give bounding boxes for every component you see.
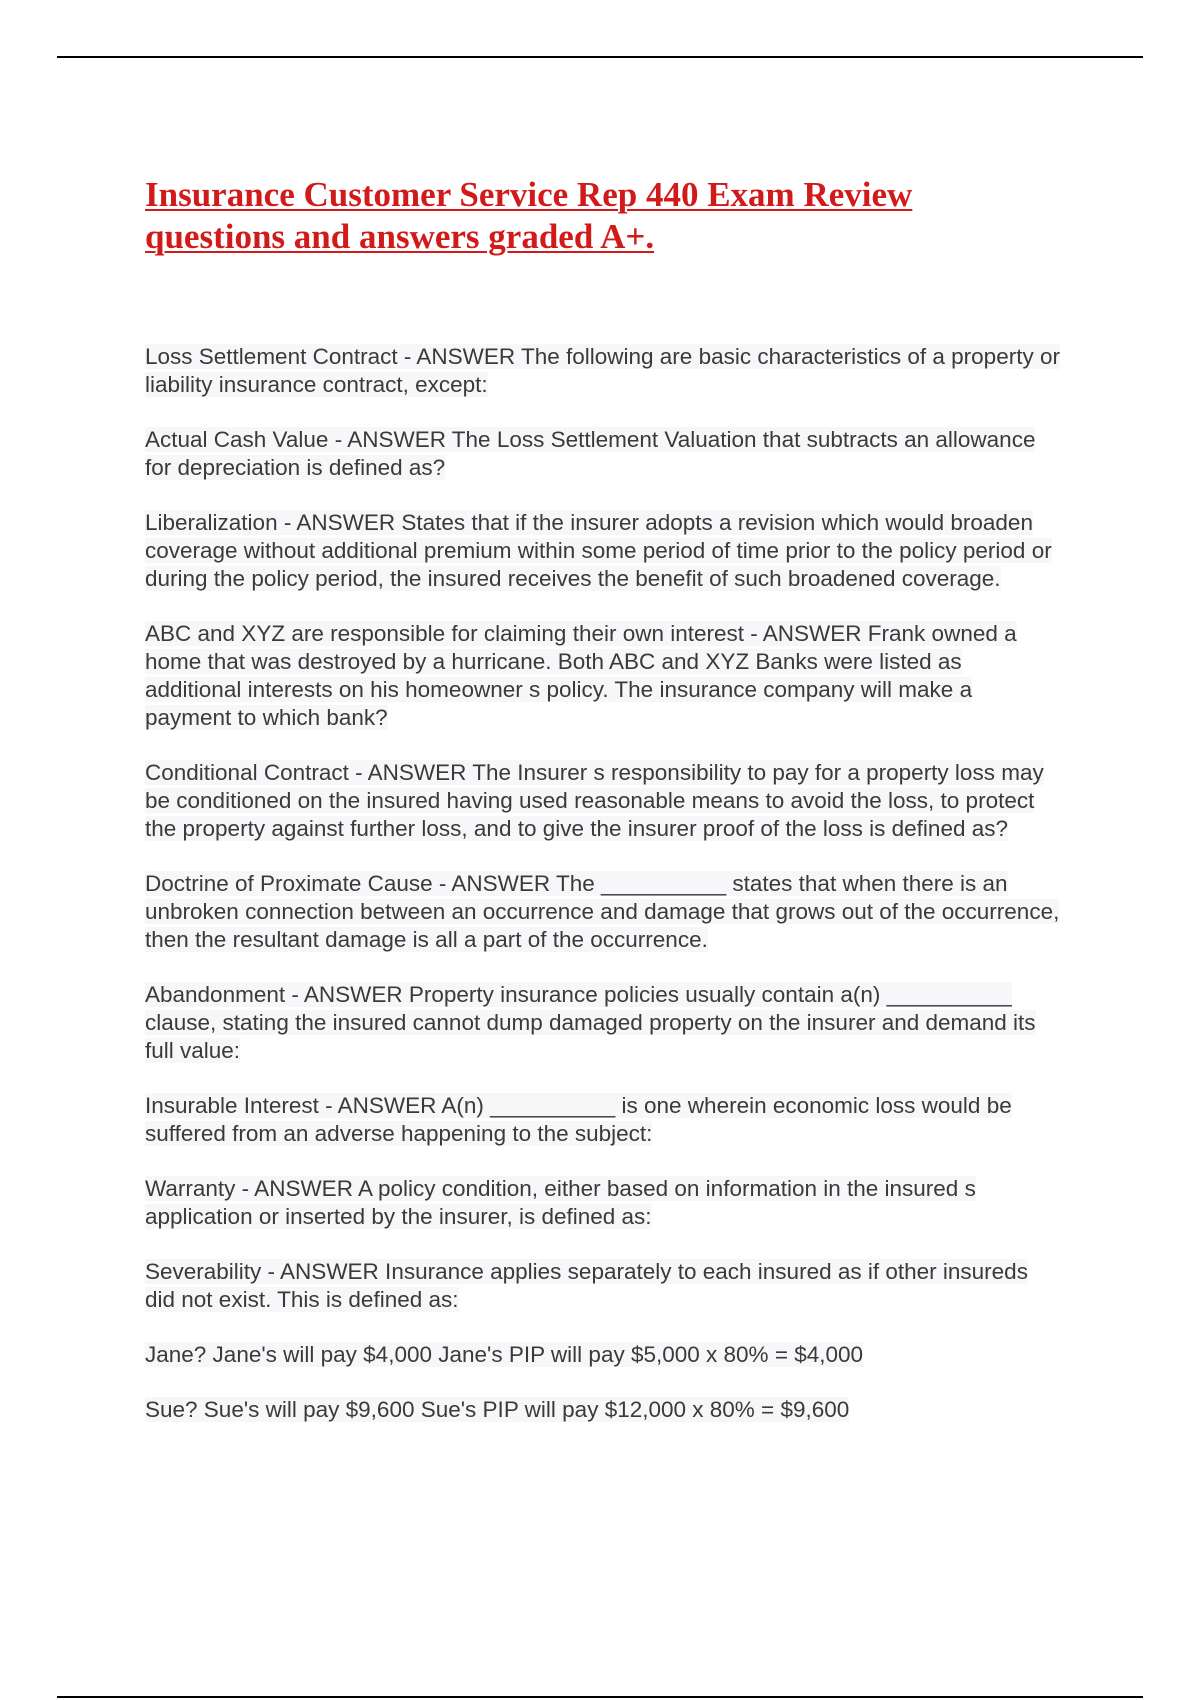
bottom-rule: [57, 1696, 1143, 1698]
qa-item-severability: [145, 1258, 1060, 1314]
qa-list: [145, 343, 1060, 1451]
qa-item-abc-xyz: [145, 620, 1060, 732]
qa-text: Actual Cash Value - ANSWER The Loss Settlement Valuation that subtracts an allowance for depreciation is defined as?: [145, 427, 1036, 480]
qa-text: Sue? Sue's will pay $9,600 Sue's PIP will pay $12,000 x 80% = $9,600: [145, 1397, 850, 1422]
qa-text: Liberalization - ANSWER States that if the insurer adopts a revision which would broaden coverage without additional premium within some period of time prior to the policy period or during the policy period, the insured receives the benefit of such broadened coverage.: [145, 510, 1052, 591]
qa-item-actual-cash-value: [145, 426, 1060, 482]
qa-text: Abandonment - ANSWER Property insurance policies usually contain a(n) __________ clause, stating the insured cannot dump damaged property on the insurer and demand its full value:: [145, 982, 1036, 1063]
qa-text: ABC and XYZ are responsible for claiming their own interest - ANSWER Frank owned a home that was destroyed by a hurricane. Both ABC and XYZ Banks were listed as additional interests on his homeowner s policy. The insurance company will make a payment to which bank?: [145, 621, 1017, 730]
qa-text: Conditional Contract - ANSWER The Insurer s responsibility to pay for a property loss may be conditioned on the insured having used reasonable means to avoid the loss, to protect the property against further loss, and to give the insurer proof of the loss is defined as?: [145, 760, 1044, 841]
qa-item-warranty: [145, 1175, 1060, 1231]
qa-item-loss-settlement-contract: [145, 343, 1060, 399]
top-rule: [57, 56, 1143, 58]
qa-item-sue: [145, 1396, 1060, 1424]
qa-text: Doctrine of Proximate Cause - ANSWER The __________ states that when there is an unbroken connection between an occurrence and damage that grows out of the occurrence, then the resultant damage is all a part of the occurrence.: [145, 871, 1060, 952]
qa-item-insurable-interest: [145, 1092, 1060, 1148]
qa-item-jane: [145, 1341, 1060, 1369]
title-line-1: Insurance Customer Service Rep 440 Exam Review: [145, 175, 913, 214]
qa-item-conditional-contract: [145, 759, 1060, 843]
qa-text: Loss Settlement Contract - ANSWER The following are basic characteristics of a property or liability insurance contract, except:: [145, 344, 1060, 397]
qa-text: Warranty - ANSWER A policy condition, either based on information in the insured s application or inserted by the insurer, is defined as:: [145, 1176, 976, 1229]
qa-item-liberalization: [145, 509, 1060, 593]
qa-text: Severability - ANSWER Insurance applies separately to each insured as if other insureds did not exist. This is defined as:: [145, 1259, 1028, 1312]
qa-text: Jane? Jane's will pay $4,000 Jane's PIP will pay $5,000 x 80% = $4,000: [145, 1342, 864, 1367]
document-title: [145, 174, 1045, 258]
qa-item-abandonment: [145, 981, 1060, 1065]
title-line-2: questions and answers graded A+.: [145, 217, 655, 256]
qa-item-proximate-cause: [145, 870, 1060, 954]
qa-text: Insurable Interest - ANSWER A(n) __________ is one wherein economic loss would be suffered from an adverse happening to the subject:: [145, 1093, 1012, 1146]
